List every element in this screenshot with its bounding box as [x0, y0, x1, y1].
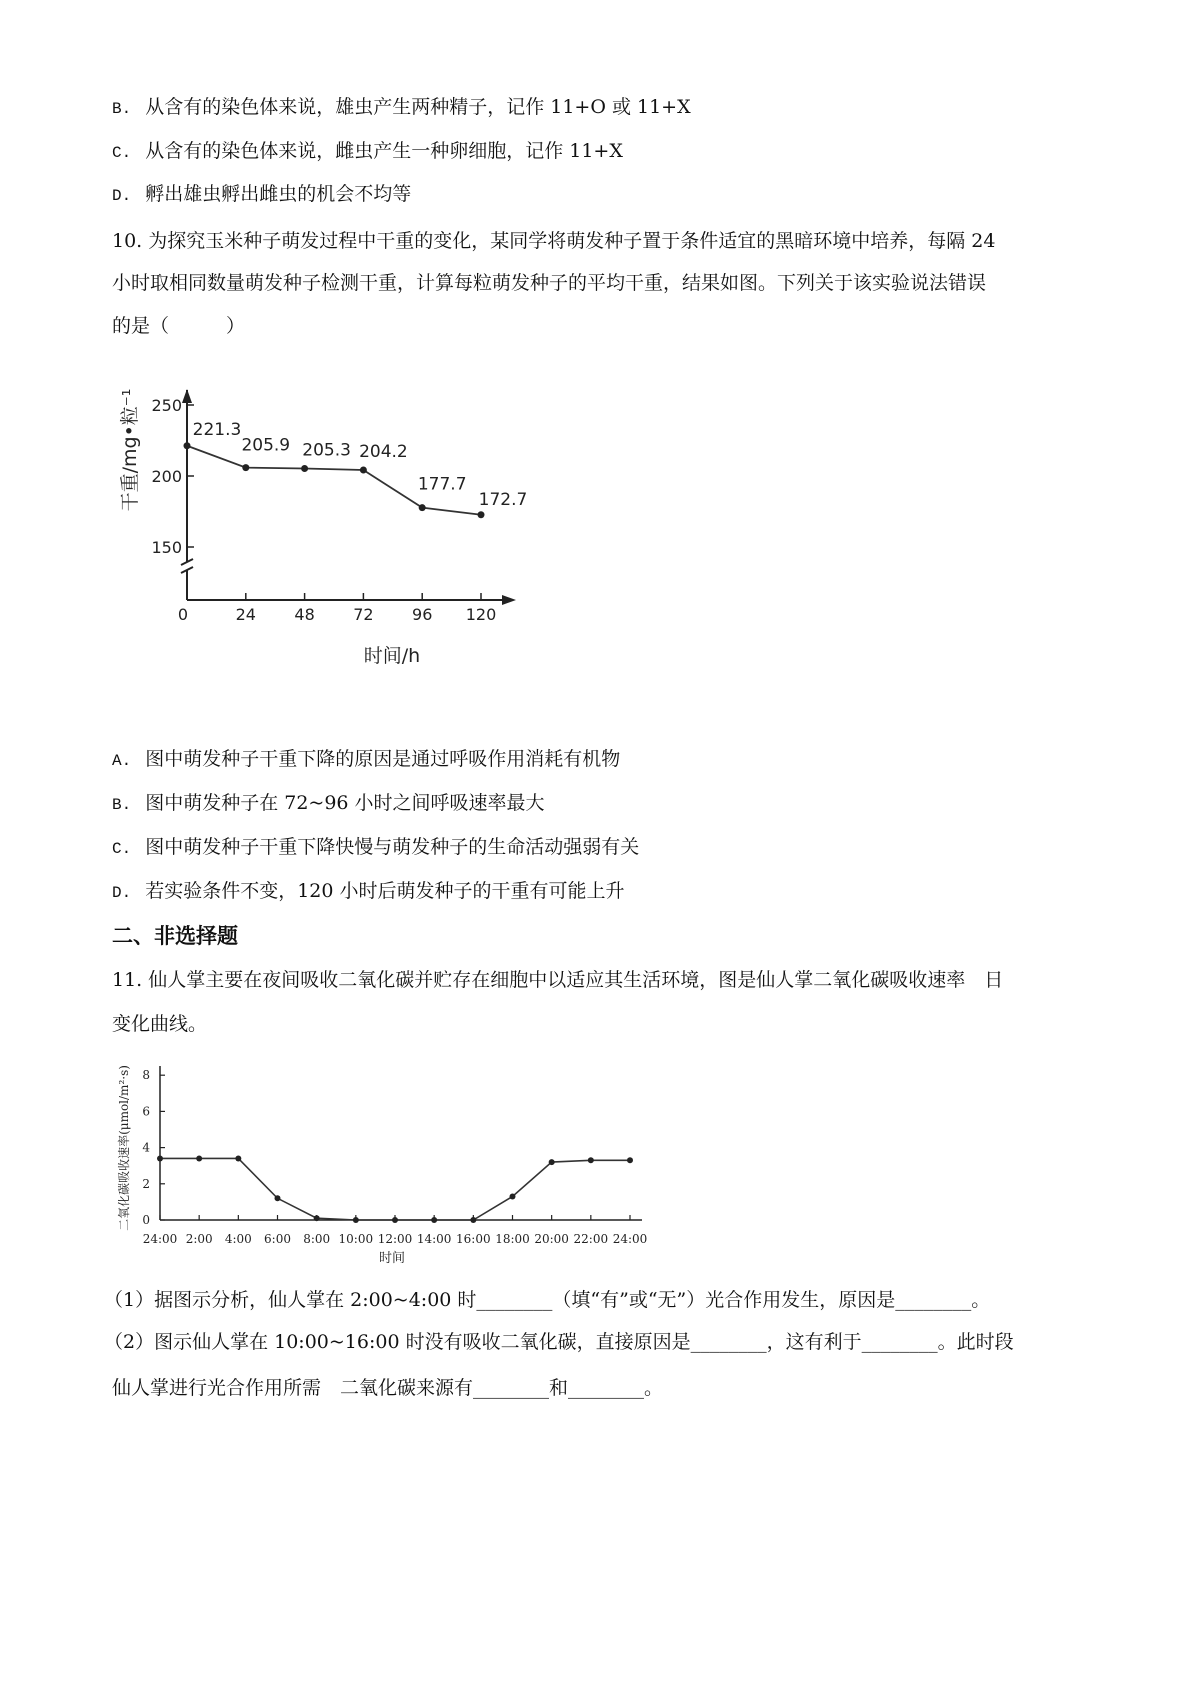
x-tick-label: 18:00	[495, 1232, 530, 1246]
q10-option-d	[112, 878, 625, 906]
data-label: 172.7	[478, 489, 528, 510]
option-text: 从含有的染色体来说，雌虫产生一种卵细胞，记作 11+X	[145, 140, 623, 162]
data-point	[184, 442, 191, 449]
section-heading: 二、非选择题	[112, 924, 238, 948]
data-label: 205.9	[241, 435, 291, 456]
q9-option-c	[112, 138, 623, 166]
y-tick-label: 2	[142, 1176, 150, 1191]
q10-stem-line-3: 的是（ ）	[112, 315, 246, 337]
data-point	[588, 1157, 594, 1163]
data-point	[314, 1215, 320, 1221]
y-axis-arrow	[182, 389, 192, 403]
data-point	[196, 1155, 202, 1161]
option-letter: B.	[112, 796, 132, 814]
data-point	[242, 464, 249, 471]
data-point	[157, 1155, 163, 1161]
option-text: 若实验条件不变，120 小时后萌发种子的干重有可能上升	[145, 880, 625, 902]
y-tick-label: 200	[151, 467, 182, 486]
option-letter: D.	[112, 187, 132, 205]
option-text: 孵出雄虫孵出雌虫的机会不均等	[145, 183, 412, 205]
x-tick-label: 48	[294, 605, 315, 624]
co2-absorption-chart	[110, 1060, 710, 1290]
x-tick-label: 22:00	[573, 1232, 609, 1246]
x-axis-arrow	[502, 595, 516, 605]
option-text: 图中萌发种子在 72~96 小时之间呼吸速率最大	[145, 792, 545, 814]
q11-sub-1: （1）据图示分析，仙人掌在 2:00~4:00 时________（填“有”或“无”）光合作用发生，原因是________。	[104, 1289, 991, 1311]
option-letter: D.	[112, 884, 132, 902]
q10-option-b	[112, 790, 545, 818]
y-tick-label: 6	[142, 1104, 150, 1119]
data-point	[353, 1217, 359, 1223]
q10-option-a	[112, 746, 620, 774]
data-point	[275, 1195, 281, 1201]
x-tick-label: 0	[177, 605, 189, 624]
data-point	[478, 511, 485, 518]
option-text: 图中萌发种子干重下降快慢与萌发种子的生命活动强弱有关	[145, 836, 640, 858]
data-point	[419, 504, 426, 511]
x-tick-label: 12:00	[377, 1232, 413, 1246]
data-point	[301, 465, 308, 472]
q10-stem-line-2: 小时取相同数量萌发种子检测干重，计算每粒萌发种子的平均干重，结果如图。下列关于该实验说法错误	[112, 272, 987, 294]
x-tick-label: 72	[353, 605, 374, 624]
x-tick-label: 6:00	[264, 1232, 291, 1246]
y-tick-label: 8	[142, 1068, 150, 1083]
x-tick-label: 24:00	[612, 1232, 648, 1246]
q10-stem-line-1: 10. 为探究玉米种子萌发过程中干重的变化，某同学将萌发种子置于条件适宜的黑暗环境中培养，每隔 24	[112, 230, 996, 252]
y-axis-title: 干重/mg•粒⁻¹	[119, 388, 141, 512]
data-label: 221.3	[192, 419, 242, 440]
x-tick-label: 24:00	[142, 1232, 178, 1246]
data-point	[627, 1157, 633, 1163]
x-axis-title: 时间	[378, 1251, 406, 1266]
q11-sub-2-line-2: 仙人掌进行光合作用所需 二氧化碳来源有________和________。	[112, 1377, 664, 1399]
y-tick-label: 250	[151, 396, 182, 415]
data-point	[431, 1217, 437, 1223]
dry-weight-chart	[110, 380, 570, 740]
q11-stem-line-1: 11. 仙人掌主要在夜间吸收二氧化碳并贮存在细胞中以适应其生活环境，图是仙人掌二氧化碳吸收速率 日	[112, 969, 1004, 991]
x-tick-label: 24	[235, 605, 256, 624]
option-text: 图中萌发种子干重下降的原因是通过呼吸作用消耗有机物	[145, 748, 621, 770]
y-tick-label: 150	[151, 538, 182, 557]
data-label: 177.7	[417, 474, 467, 495]
x-tick-label: 120	[465, 605, 497, 624]
q9-option-b	[112, 94, 691, 122]
data-point	[235, 1155, 241, 1161]
option-letter: C.	[112, 840, 132, 858]
x-tick-label: 2:00	[185, 1232, 213, 1246]
data-label: 204.2	[359, 442, 408, 463]
data-point	[549, 1159, 555, 1165]
x-tick-label: 8:00	[303, 1232, 331, 1246]
data-label: 205.3	[302, 440, 351, 461]
x-axis-title: 时间/h	[363, 645, 421, 667]
data-point	[392, 1217, 398, 1223]
q11-stem-line-2: 变化曲线。	[112, 1013, 208, 1035]
y-axis-title: 二氧化碳吸收速率(μmol/m²·s)	[117, 1065, 131, 1231]
data-point	[510, 1193, 516, 1199]
x-tick-label: 4:00	[224, 1232, 252, 1246]
option-text: 从含有的染色体来说，雄虫产生两种精子，记作 11+O 或 11+X	[145, 96, 691, 118]
q11-sub-2-line-1: （2）图示仙人掌在 10:00~16:00 时没有吸收二氧化碳，直接原因是________，这有利于________。此时段	[104, 1331, 1014, 1353]
data-point	[470, 1217, 476, 1223]
x-tick-label: 16:00	[456, 1232, 491, 1246]
y-tick-label: 0	[142, 1213, 150, 1227]
q10-option-c	[112, 834, 639, 862]
series-line	[160, 1158, 630, 1220]
x-tick-label: 96	[412, 605, 433, 624]
y-tick-label: 4	[142, 1140, 150, 1155]
option-letter: C.	[112, 144, 132, 162]
option-letter: A.	[112, 752, 132, 770]
x-tick-label: 20:00	[534, 1232, 569, 1246]
option-letter: B.	[112, 100, 132, 118]
x-tick-label: 14:00	[416, 1232, 452, 1246]
q9-option-d	[112, 181, 411, 209]
x-tick-label: 10:00	[338, 1232, 374, 1246]
data-point	[360, 467, 367, 474]
